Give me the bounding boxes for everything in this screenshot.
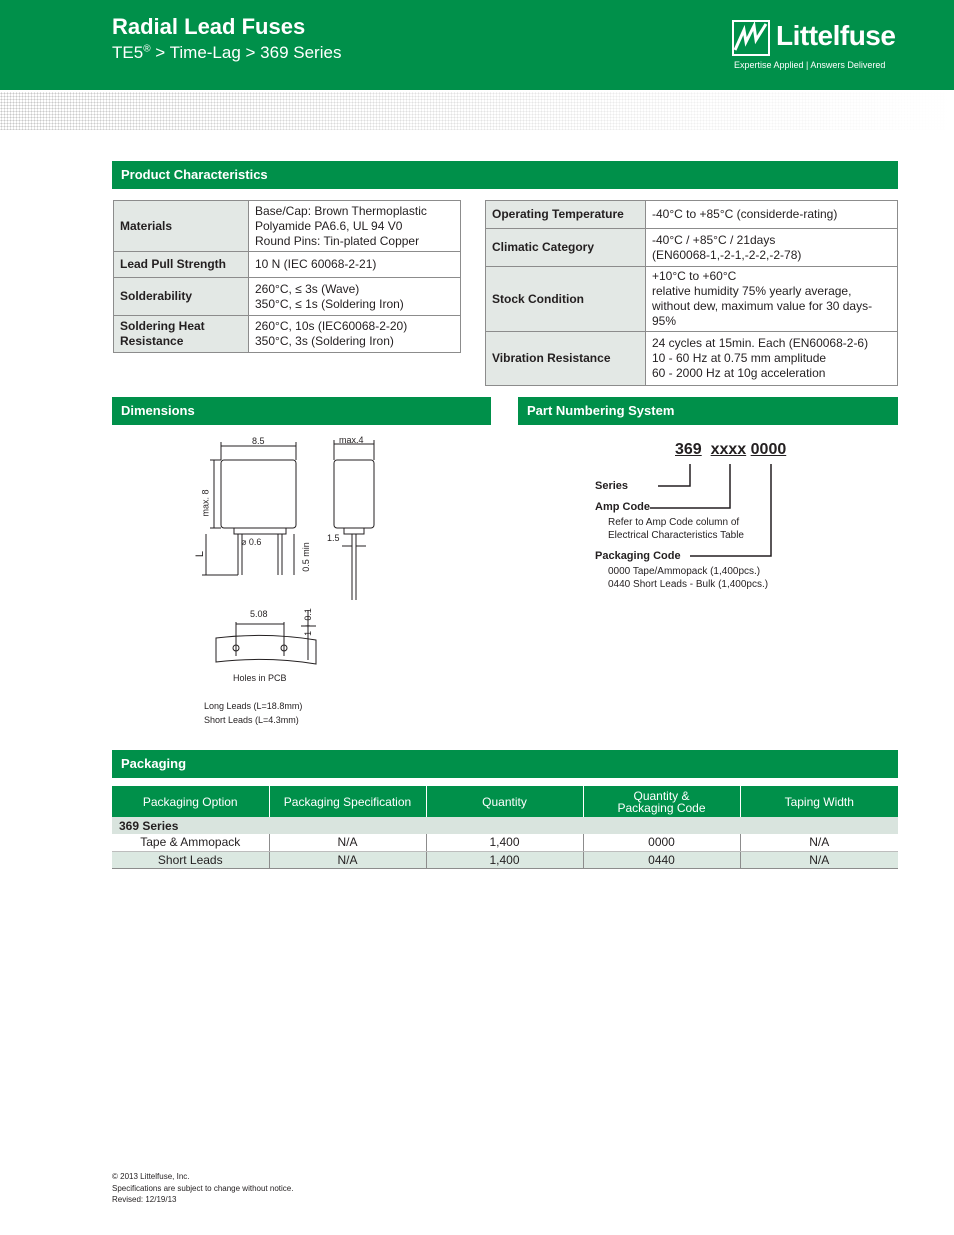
- registered-mark: ®: [143, 43, 151, 55]
- revision-date: Revised: 12/19/13: [112, 1195, 177, 1204]
- dim-max-width-label: max.4: [339, 435, 364, 445]
- spec-row: [486, 267, 898, 332]
- column-header: Quantity & Packaging Code: [583, 786, 740, 817]
- column-header: Packaging Specification: [269, 786, 426, 817]
- spec-key: Stock Condition: [486, 267, 646, 332]
- dim-pin-diameter-label: ⌀ 0.6: [241, 537, 262, 547]
- spec-value: 24 cycles at 15min. Each (EN60068-2-6) 10 - 60 Hz at 0.75 mm amplitude 60 - 2000 Hz at 10g acceleration: [646, 332, 898, 386]
- spec-value: -40°C to +85°C (considerde-rating): [646, 201, 898, 229]
- spec-value: -40°C / +85°C / 21days (EN60068-1,-2-1,-2-2,-2-78): [646, 229, 898, 267]
- table-cell: 1,400: [426, 834, 583, 851]
- table-cell: 0440: [583, 851, 740, 868]
- packaging-table: [112, 786, 898, 869]
- column-header: Packaging Option: [112, 786, 269, 817]
- spec-value: +10°C to +60°C relative humidity 75% yearly average, without dew, maximum value for 30 days-95%: [646, 267, 898, 332]
- table-row: [112, 834, 898, 851]
- table-cell: Tape & Ammopack: [112, 834, 269, 851]
- dim-max-height-label: max. 8: [200, 489, 211, 517]
- table-cell: Short Leads: [112, 851, 269, 868]
- spec-key: Soldering Heat Resistance: [114, 316, 249, 353]
- spec-key: Lead Pull Strength: [114, 252, 249, 278]
- logo-tagline: Expertise Applied | Answers Delivered: [734, 60, 886, 70]
- spec-key: Climatic Category: [486, 229, 646, 267]
- table-cell: 1,400: [426, 851, 583, 868]
- pn-series-label: Series: [595, 480, 629, 492]
- pn-pack-description: 0000 Tape/Ammopack (1,400pcs.) 0440 Short Leads - Bulk (1,400pcs.): [608, 566, 769, 590]
- breadcrumb: [112, 43, 341, 63]
- dim-pin-side-label: 1.5: [327, 533, 340, 543]
- dim-lead-length-label: L: [194, 550, 207, 558]
- holes-in-pcb-caption: Holes in PCB: [233, 673, 287, 683]
- spec-row: [486, 332, 898, 386]
- pn-amp-label: Amp Code: [595, 501, 650, 513]
- breadcrumb-rest: > Time-Lag > 369 Series: [150, 43, 342, 62]
- spec-row: [114, 252, 461, 278]
- part-number-code: [675, 441, 786, 459]
- product-characteristics-right-table: [485, 200, 898, 386]
- breadcrumb-te5: TE5: [112, 43, 144, 62]
- page-header: [0, 0, 954, 90]
- group-label: 369 Series: [112, 817, 898, 834]
- packaging-header: Packaging: [112, 750, 898, 778]
- spec-row: [114, 278, 461, 316]
- spec-value: Base/Cap: Brown Thermoplastic Polyamide PA6.6, UL 94 V0 Round Pins: Tin-plated Copper: [249, 201, 461, 252]
- copyright: © 2013 Littelfuse, Inc.: [112, 1172, 190, 1181]
- page-footer: [112, 1171, 293, 1206]
- table-cell: N/A: [269, 834, 426, 851]
- dim-pin-diameter-value: 0.6: [248, 537, 262, 547]
- column-header: Taping Width: [740, 786, 898, 817]
- dim-lead-min-label: 0.5 min: [300, 542, 311, 572]
- long-leads-note: Long Leads (L=18.8mm): [204, 701, 303, 711]
- spec-value: 260°C, ≤ 3s (Wave) 350°C, ≤ 1s (Soldering Iron): [249, 278, 461, 316]
- packaging-header-row: [112, 786, 898, 817]
- part-numbering-header: Part Numbering System: [518, 397, 898, 425]
- spec-value: 260°C, 10s (IEC60068-2-20) 350°C, 3s (Soldering Iron): [249, 316, 461, 353]
- table-cell: N/A: [740, 834, 898, 851]
- spec-row: [486, 201, 898, 229]
- pn-series-code: 369: [675, 441, 702, 458]
- table-row: [112, 851, 898, 868]
- spec-row: [114, 316, 461, 353]
- column-header: Quantity: [426, 786, 583, 817]
- logo-wordmark: Littelfuse: [776, 20, 896, 51]
- table-cell: N/A: [269, 851, 426, 868]
- littelfuse-mark-icon: [732, 20, 770, 56]
- product-characteristics-left-table: [113, 200, 461, 353]
- dimensions-header: Dimensions: [112, 397, 491, 425]
- fuse-dimension-drawing: [196, 430, 386, 670]
- pn-pack-code: 0000: [750, 441, 787, 458]
- table-cell: N/A: [740, 851, 898, 868]
- pn-amp-code: xxxx: [710, 441, 747, 458]
- pn-pack-label: Packaging Code: [595, 550, 681, 562]
- spec-row: [486, 229, 898, 267]
- dim-hole-label: 1 + 0.1: [302, 608, 313, 636]
- page-title: Radial Lead Fuses: [112, 14, 306, 39]
- spec-value: 10 N (IEC 60068-2-21): [249, 252, 461, 278]
- dot-pattern-fade: [0, 92, 954, 130]
- spec-key: Vibration Resistance: [486, 332, 646, 386]
- packaging-group-row: [112, 817, 898, 834]
- dim-pitch-label: 5.08: [250, 609, 268, 619]
- table-cell: 0000: [583, 834, 740, 851]
- dim-width-label: 8.5: [252, 436, 265, 446]
- spec-row: [114, 201, 461, 252]
- littelfuse-logo: [732, 20, 902, 76]
- disclaimer: Specifications are subject to change without notice.: [112, 1183, 294, 1193]
- short-leads-note: Short Leads (L=4.3mm): [204, 715, 299, 725]
- spec-key: Solderability: [114, 278, 249, 316]
- pn-amp-description: Refer to Amp Code column of Electrical Characteristics Table: [608, 517, 744, 541]
- product-characteristics-header: Product Characteristics: [112, 161, 898, 189]
- spec-key: Materials: [114, 201, 249, 252]
- spec-key: Operating Temperature: [486, 201, 646, 229]
